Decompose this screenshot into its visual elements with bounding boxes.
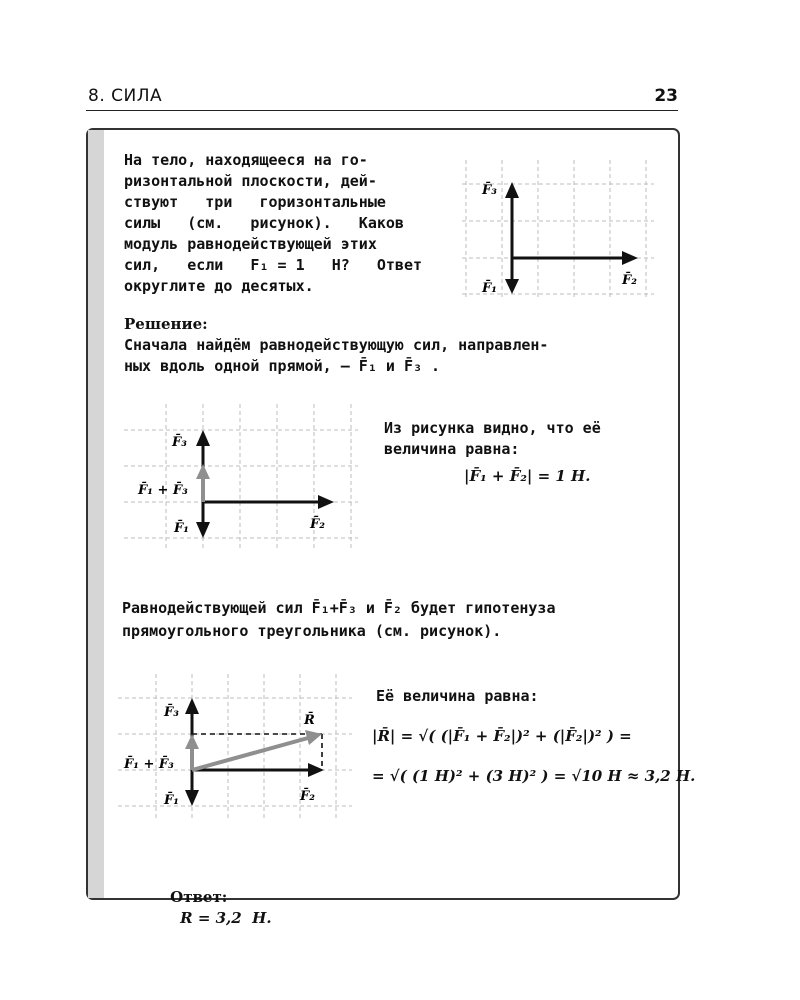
step3-formula-1: |R̄| = √( (|F̄₁ + F̄₂|)² + (|F̄₂|)² ) = <box>372 727 632 745</box>
step1-line: величина равна: <box>384 440 520 458</box>
step1-line: Из рисунка видно, что её <box>384 419 601 437</box>
solution-heading: Решение: <box>124 315 208 333</box>
solution-line: ных вдоль одной прямой, — F̄₁ и F̄₃ . <box>124 357 441 375</box>
page-number: 23 <box>654 86 678 106</box>
figure-resultant <box>116 672 356 820</box>
answer-label: Ответ: <box>170 888 228 906</box>
label-f2: F̄₂ <box>300 789 315 804</box>
problem-line: модуль равнодействующей этих <box>124 235 377 253</box>
problem-line: ризонтальной плоскости, дей- <box>124 172 377 190</box>
solution-line: Сначала найдём равнодействующую сил, направлен- <box>124 336 549 354</box>
label-r: R̄ <box>304 713 315 728</box>
label-f3: F̄₃ <box>482 183 497 198</box>
answer <box>134 866 272 950</box>
label-f1f3: F̄₁ + F̄₃ <box>138 483 188 498</box>
label-f1: F̄₁ <box>174 521 189 536</box>
problem-line: силы (см. рисунок). Каков <box>124 214 404 232</box>
label-f3: F̄₃ <box>164 705 179 720</box>
step2-line: Равнодействующей сил F̄₁+F̄₃ и F̄₂ будет гипотенуза <box>122 599 556 617</box>
figure-forces <box>458 152 658 302</box>
resultant-arrow <box>192 738 308 770</box>
label-f2: F̄₂ <box>622 273 637 288</box>
step3-formula-2: = √( (1 Н)² + (3 Н)² ) = √10 Н ≈ 3,2 Н. <box>372 767 696 785</box>
label-f1: F̄₁ <box>482 281 497 296</box>
step2-line: прямоугольного треугольника (см. рисунок). <box>122 622 502 640</box>
answer-value: R = 3,2 Н. <box>180 909 272 927</box>
page-header <box>86 84 678 111</box>
label-f3: F̄₃ <box>172 435 187 450</box>
label-f1: F̄₁ <box>164 793 179 808</box>
figure-sum <box>122 402 362 552</box>
problem-line: ствуют три горизонтальные <box>124 193 386 211</box>
step1-formula: |F̄₁ + F̄₂| = 1 Н. <box>464 467 591 485</box>
problem-box <box>86 128 696 927</box>
problem-line: сил, если F₁ = 1 Н? Ответ <box>124 256 423 274</box>
side-stripe <box>88 130 104 898</box>
chapter-title: 8. СИЛА <box>88 86 163 106</box>
step3-line: Её величина равна: <box>376 687 539 705</box>
problem-line: На тело, находящееся на го- <box>124 151 368 169</box>
label-f2: F̄₂ <box>310 517 325 532</box>
label-f1f3: F̄₁ + F̄₃ <box>124 757 174 772</box>
problem-line: округлите до десятых. <box>124 277 314 295</box>
